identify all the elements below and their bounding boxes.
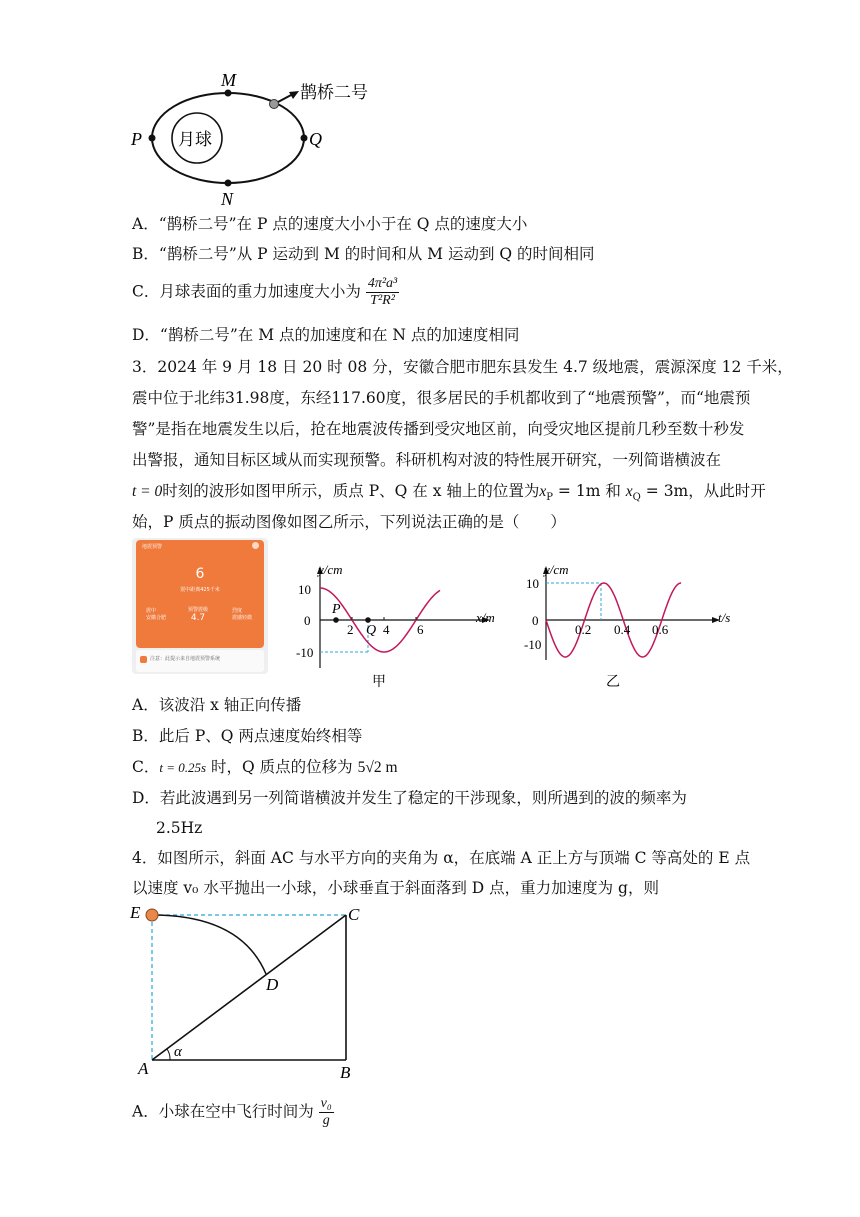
x-tick-2: 2 — [347, 622, 354, 637]
t-axis-label: t/s — [718, 610, 731, 625]
x-axis-label: x/m — [476, 610, 495, 625]
sub-p: P — [546, 492, 553, 504]
q3-line-2: 震中位于北纬31.98度，东经117.60度，很多居民的手机都收到了“地震预警”，而“地震预 — [132, 389, 751, 407]
x-tick-4: 4 — [383, 622, 390, 637]
q3-option-a: A．该波沿 x 轴正向传播 — [132, 696, 302, 714]
y-tick-10: 10 — [298, 582, 311, 597]
q3-option-d-line-1: D．若此波遇到另一列简谐横波并发生了稳定的干涉现象，则所遇到的波的频率为 — [132, 789, 687, 807]
fraction-denominator: T²R² — [370, 293, 395, 308]
phone-col-3: 烈度 震感轻微 — [232, 608, 253, 621]
phone-distance: 震中距离425千米 — [180, 587, 220, 593]
q3-option-b: B．此后 P、Q 两点速度始终相等 — [132, 727, 363, 745]
phone-screenshot — [132, 538, 268, 674]
y-axis-label: y/cm — [318, 562, 343, 577]
wave-graph-jia — [290, 560, 510, 692]
q3-line-4: 出警报，通知目标区域从而实现预警。科研机构对波的特性展开研究，一列简谐横波在 — [132, 451, 722, 469]
fraction-numerator: 4π²a³ — [367, 276, 398, 291]
point-p-dot — [149, 135, 156, 142]
q4-option-a-fraction — [319, 1096, 334, 1129]
q2-option-c — [132, 276, 399, 309]
fraction-denominator: g — [322, 1113, 330, 1128]
label-d: D — [266, 975, 279, 994]
q3-option-d-line-2: 2.5Hz — [156, 819, 203, 837]
q2-option-c-text: C．月球表面的重力加速度大小为 — [132, 282, 361, 301]
ball — [146, 909, 158, 921]
t-tick-02: 0.2 — [575, 622, 592, 637]
label-b: B — [340, 1063, 351, 1080]
phone-count: 6 — [195, 566, 205, 582]
angle-arc — [167, 1049, 170, 1060]
satellite-dot — [270, 100, 279, 109]
label-p: P — [332, 602, 341, 617]
incline-diagram — [126, 898, 366, 1080]
label-c: C — [348, 905, 360, 924]
label-q: Q — [309, 129, 322, 149]
q3-option-c — [132, 757, 398, 778]
warning-icon — [140, 656, 147, 663]
point-n-dot — [225, 180, 232, 187]
q3-line-5-mid: = 1m 和 — [553, 482, 626, 500]
q4-line-2: 以速度 v₀ 水平抛出一小球，小球垂直于斜面落到 D 点，重力加速度为 g，则 — [132, 879, 659, 897]
phone-notice: 注意：此提示来自地震预警系统 — [150, 656, 221, 662]
q4-option-a — [132, 1096, 334, 1129]
phone-notice-bar — [136, 650, 264, 672]
q3-option-c-text: 时，Q 质点的位移为 — [206, 758, 358, 776]
phone-info-icon — [252, 542, 259, 549]
q4-line-1: 4．如图所示，斜面 AC 与水平方向的夹角为 α，在底端 A 正上方与顶端 C 等高处的 E 点 — [132, 849, 751, 867]
y-tick-neg10: -10 — [524, 637, 542, 652]
y-tick-10: 10 — [526, 576, 539, 591]
label-m: M — [221, 70, 236, 90]
phone-alert-card — [136, 540, 264, 648]
y-axis-label: y/cm — [544, 562, 569, 577]
vibration-graph-yi — [520, 560, 745, 692]
trajectory-curve — [152, 915, 266, 974]
q4-option-a-text: A．小球在空中飞行时间为 — [132, 1102, 314, 1121]
label-q: Q — [366, 623, 377, 638]
label-p: P — [131, 129, 142, 149]
q2-option-c-fraction — [366, 276, 399, 309]
q3-line-5-end: = 3m，从此时开 — [640, 482, 766, 500]
y-tick-0: 0 — [304, 613, 311, 628]
math-t: t = 0.25s — [159, 760, 207, 775]
q3-line-3: 警”是指在地震发生以后，抢在地震波传播到受灾地区前，向受灾地区提前几秒至数十秒发 — [132, 420, 745, 438]
math-x2: x — [625, 483, 633, 500]
math-displacement: 5√2 m — [357, 759, 398, 776]
label-satellite: 鹊桥二号 — [300, 83, 368, 103]
q3-line-5-text: 时刻的波形如图甲所示，质点 P、Q 在 x 轴上的位置为 — [162, 482, 540, 500]
q3-line-1: 3．2024 年 9 月 18 日 20 时 08 分，安徽合肥市肥东县发生 4.7 级地震，震源深度 12 千米， — [132, 358, 793, 376]
label-a: A — [138, 1059, 149, 1078]
point-q-dot — [301, 135, 308, 142]
t-tick-06: 0.6 — [652, 622, 669, 637]
satellite-arrow — [278, 94, 293, 102]
math-x: x — [539, 483, 547, 500]
x-tick-6: 6 — [417, 622, 424, 637]
label-e: E — [130, 903, 141, 922]
q2-option-d: D．“鹊桥二号”在 M 点的加速度和在 N 点的加速度相同 — [132, 326, 520, 344]
point-p-dot — [333, 617, 339, 623]
fraction-numerator: v₀ — [320, 1096, 332, 1111]
q3-line-5 — [132, 481, 766, 508]
phone-title: 地震预警 — [142, 544, 163, 550]
graph-caption: 乙 — [606, 674, 620, 690]
y-tick-neg10: -10 — [296, 645, 314, 660]
q2-option-b: B．“鹊桥二号”从 P 运动到 M 的时间和从 M 运动到 Q 的时间相同 — [132, 245, 595, 263]
math-t0: t = 0 — [132, 483, 163, 500]
t-tick-04: 0.4 — [614, 622, 631, 637]
incline-ac — [152, 915, 346, 1060]
q2-option-a: A．“鹊桥二号”在 P 点的速度大小小于在 Q 点的速度大小 — [132, 215, 528, 233]
orbit-ellipse — [152, 93, 304, 183]
y-tick-0: 0 — [532, 613, 539, 628]
graph-caption: 甲 — [372, 674, 386, 690]
sub-q: Q — [632, 492, 641, 504]
label-n: N — [221, 189, 234, 209]
q3-option-c-prefix: C． — [132, 758, 160, 776]
phone-col-1: 震中 安徽合肥 — [146, 608, 167, 621]
label-alpha: α — [174, 1044, 182, 1060]
point-q-dot — [365, 617, 371, 623]
label-moon: 月球 — [178, 130, 212, 150]
orbit-diagram — [128, 70, 388, 210]
point-m-dot — [225, 90, 232, 97]
q3-line-6: 始，P 质点的振动图像如图乙所示，下列说法正确的是（ ） — [132, 513, 566, 531]
phone-col-2: 预警震级 4.7 — [188, 607, 209, 623]
